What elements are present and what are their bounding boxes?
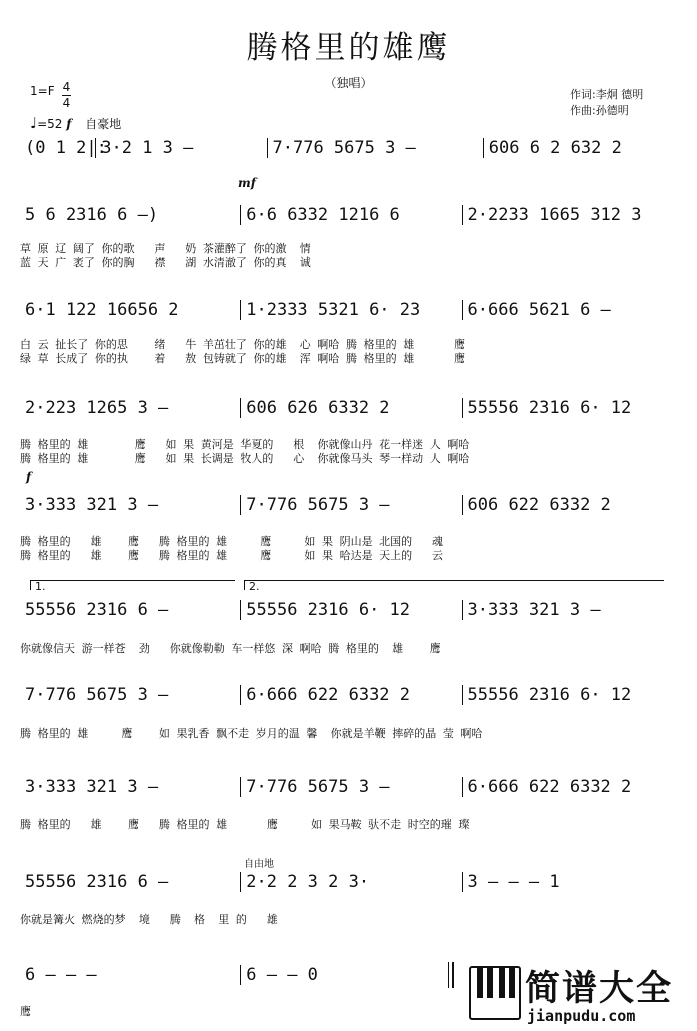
staff-row-4 <box>20 398 665 428</box>
measure: (0 1 2|: <box>25 138 107 158</box>
lyric-line: 蓝 天 广 袤了 你的胸 襟 湖 水清澈了 你的真 诚 <box>20 256 311 269</box>
measure: 55556 2316 6· 12 <box>462 398 673 418</box>
measure: 3 – – – 1 <box>462 872 673 892</box>
free-tempo-mark: 自由地 <box>244 859 274 870</box>
dynamic-mark: f <box>66 117 72 131</box>
volta-1-line <box>30 580 235 581</box>
tempo-value: =52 <box>37 117 63 131</box>
expression-mark: 自豪地 <box>85 117 122 131</box>
measure: 606 6 2 632 2 <box>483 138 674 158</box>
measure: 55556 2316 6 – <box>25 872 169 892</box>
lyric-line: 腾 格里的 雄 鹰 如 果 黄河是 华夏的 根 你就像山丹 花一样迷 人 啊哈 <box>20 438 470 451</box>
piano-icon <box>469 966 521 1020</box>
staff-row-1 <box>20 138 665 168</box>
volta-start <box>30 580 31 590</box>
measure: 2·2233 1665 312 3 <box>462 205 673 225</box>
staff-row-3 <box>20 300 665 330</box>
staff-row-5 <box>20 495 665 525</box>
lyric-line: 腾 格里的 雄 鹰 如 果乳香 飘不走 岁月的温 馨 你就是羊鞭 摔碎的晶 莹 啊哈 <box>20 727 483 740</box>
lyric-line: 腾 格里的 雄 鹰 腾 格里的 雄 鹰 如 果马鞍 驮不走 时空的璀 璨 <box>20 818 470 831</box>
measure: 2·223 1265 3 – <box>25 398 169 418</box>
lyric-line: 你就是篝火 燃烧的梦 境 腾 格 里 的 雄 <box>20 913 278 926</box>
volta-2-line <box>244 580 664 581</box>
time-signature <box>62 80 71 111</box>
staff-row-8 <box>20 777 665 807</box>
staff-row-7 <box>20 685 665 715</box>
time-signature-bottom: 4 <box>62 96 71 110</box>
dynamic-mf: mf <box>238 176 256 190</box>
lyric-line: 草 原 辽 阔了 你的歌 声 奶 茶灌醉了 你的激 情 <box>20 242 311 255</box>
tempo-marking <box>30 114 121 132</box>
measure: 6·1 122 16656 2 <box>25 300 179 320</box>
measure: 6·666 5621 6 – <box>462 300 673 320</box>
volta-2-label: 2. <box>249 580 260 593</box>
credits <box>570 87 643 119</box>
measure: 2·2 2 3 2 3· <box>240 872 451 892</box>
measure: 6·666 622 6332 2 <box>462 777 673 797</box>
measure: 6·6 6332 1216 6 <box>240 205 451 225</box>
lyric-line: 你就像信天 游一样苍 劲 你就像勒勒 车一样悠 深 啊哈 腾 格里的 雄 鹰 <box>20 642 441 655</box>
measure: 1·2333 5321 6· 23 <box>240 300 451 320</box>
time-signature-top: 4 <box>62 80 71 94</box>
measure: 7·776 5675 3 – <box>240 777 451 797</box>
staff-row-2 <box>20 205 665 235</box>
staff-row-10 <box>20 965 440 995</box>
subtitle: （独唱） <box>324 76 373 90</box>
logo-text: 简谱大全 <box>525 969 674 1009</box>
measure: 6 – – – <box>25 965 97 985</box>
final-barline <box>448 962 454 988</box>
staff-row-6 <box>20 600 665 630</box>
lyric-line: 绿 草 长成了 你的执 着 敖 包铸就了 你的雄 浑 啊哈 腾 格里的 雄 鹰 <box>20 352 465 365</box>
staff-row-9 <box>20 872 665 902</box>
measure: 606 626 6332 2 <box>240 398 451 418</box>
lyric-line: 腾 格里的 雄 鹰 腾 格里的 雄 鹰 如 果 哈达是 天上的 云 <box>20 549 444 562</box>
site-logo <box>469 963 689 1029</box>
measure: 3·333 321 3 – <box>25 777 159 797</box>
measure: 7·776 5675 3 – <box>267 138 473 158</box>
dynamic-f: f <box>26 470 32 484</box>
composer: 作曲:孙德明 <box>570 104 629 117</box>
measure: 3·333 321 3 – <box>462 600 673 620</box>
lyricist: 作词:李炯 德明 <box>570 88 644 101</box>
page-title: 腾格里的雄鹰 <box>246 30 451 66</box>
volta-1-label: 1. <box>35 580 46 593</box>
logo-url: jianpudu.com <box>527 1007 636 1025</box>
quarter-note-icon: ♩ <box>30 114 38 132</box>
volta-start <box>244 580 245 590</box>
measure: 3·2 1 3 – <box>95 138 256 158</box>
measure: 7·776 5675 3 – <box>240 495 451 515</box>
measure: 6 – – 0 <box>240 965 441 985</box>
lyric-line: 腾 格里的 雄 鹰 如 果 长调是 牧人的 心 你就像马头 琴一样动 人 啊哈 <box>20 452 470 465</box>
measure: 55556 2316 6· 12 <box>462 685 673 705</box>
measure: 606 622 6332 2 <box>462 495 673 515</box>
lyric-line: 鹰 <box>20 1005 31 1018</box>
measure: 7·776 5675 3 – <box>25 685 169 705</box>
key-signature: 1=F <box>30 84 55 98</box>
measure: 6·666 622 6332 2 <box>240 685 451 705</box>
lyric-line: 白 云 扯长了 你的思 绪 牛 羊茁壮了 你的雄 心 啊哈 腾 格里的 雄 鹰 <box>20 338 465 351</box>
measure: 55556 2316 6 – <box>25 600 169 620</box>
measure: 5 6 2316 6 –) <box>25 205 159 225</box>
measure: 55556 2316 6· 12 <box>240 600 451 620</box>
lyric-line: 腾 格里的 雄 鹰 腾 格里的 雄 鹰 如 果 阴山是 北国的 魂 <box>20 535 444 548</box>
measure: 3·333 321 3 – <box>25 495 159 515</box>
